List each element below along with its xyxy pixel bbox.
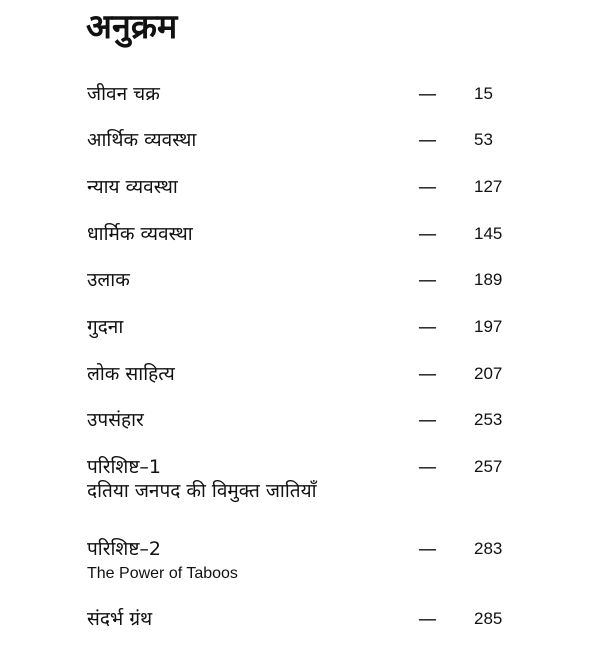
toc-entry-label: आर्थिक व्यवस्था: [87, 129, 197, 151]
toc-entry-dash: —: [418, 409, 437, 431]
toc-entry-dash: —: [418, 538, 437, 560]
page-title: अनुक्रम: [86, 7, 178, 47]
toc-entry-page-number: 53: [474, 130, 493, 149]
toc-entry-label: धार्मिक व्यवस्था: [87, 223, 193, 245]
toc-entry-dash: —: [418, 269, 437, 291]
toc-entry-page-number: 145: [474, 224, 503, 243]
toc-entry-label: लोक साहित्य: [87, 363, 175, 385]
toc-entry-page-number: 127: [474, 177, 503, 196]
toc-entry-label: जीवन चक्र: [87, 83, 160, 105]
toc-entry-page-number: 197: [474, 317, 503, 336]
toc-entry-dash: —: [418, 129, 437, 151]
toc-entry-page-number: 189: [474, 270, 503, 289]
toc-entry-page-number: 283: [474, 539, 503, 558]
toc-entry-dash: —: [418, 83, 437, 105]
toc-entry-label: उपसंहार: [87, 409, 144, 431]
toc-entry-page-number: 207: [474, 364, 503, 383]
toc-entry-dash: —: [418, 223, 437, 245]
toc-entry-subtitle: The Power of Taboos: [87, 565, 238, 582]
toc-entry-subtitle: दतिया जनपद की विमुक्त जातियाँ: [87, 480, 317, 502]
toc-entry-page-number: 253: [474, 410, 503, 429]
toc-entry-dash: —: [418, 176, 437, 198]
toc-entry-dash: —: [418, 608, 437, 630]
toc-entry-page-number: 285: [474, 609, 503, 628]
toc-entry-dash: —: [418, 363, 437, 385]
toc-entry-page-number: 15: [474, 84, 493, 103]
toc-entry-dash: —: [418, 456, 437, 478]
toc-entry-label: न्याय व्यवस्था: [87, 176, 178, 198]
toc-entry-label: संदर्भ ग्रंथ: [87, 608, 153, 630]
toc-entry-page-number: 257: [474, 457, 503, 476]
toc-entry-label: परिशिष्ट–2: [87, 538, 162, 560]
toc-entry-label: परिशिष्ट–1: [87, 456, 162, 478]
toc-entry-dash: —: [418, 316, 437, 338]
toc-entry-label: गुदना: [87, 316, 124, 338]
toc-entry-label: उलाक: [87, 269, 130, 291]
